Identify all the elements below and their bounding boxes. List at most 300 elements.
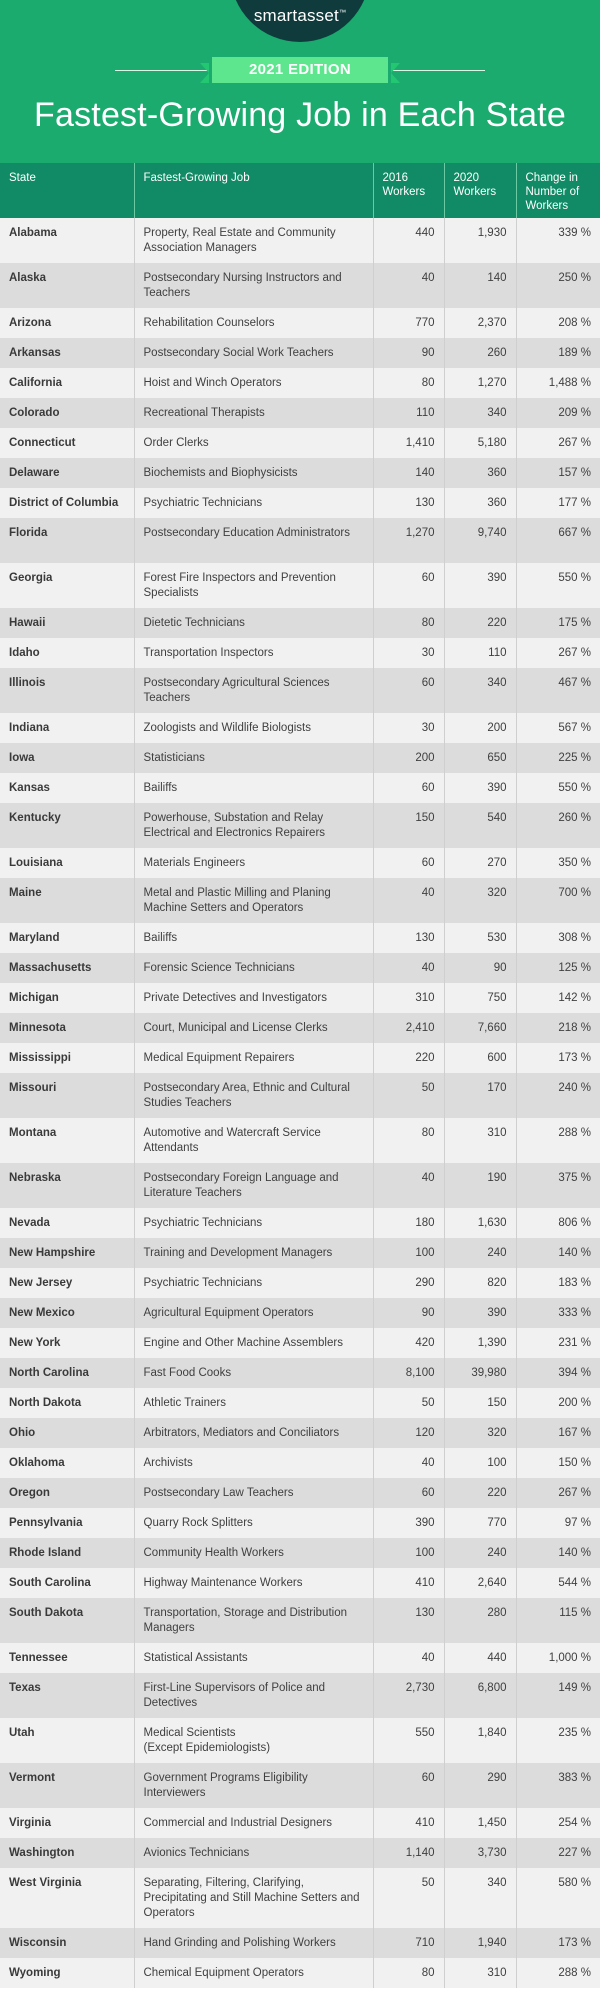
change-cell: 288 % [558, 1967, 591, 1979]
change-cell: 806 % [558, 1217, 591, 1229]
change-cell: 140 % [558, 1247, 591, 1259]
state-cell: North Dakota [0, 1388, 134, 1418]
change-cell: 231 % [558, 1337, 591, 1349]
job-cell: Psychiatric Technicians [134, 1208, 373, 1238]
divider [393, 70, 485, 71]
table-row [0, 458, 600, 488]
job-cell: Statistical Assistants [134, 1643, 373, 1673]
state-cell: Utah [0, 1718, 134, 1763]
table-row [0, 1118, 600, 1163]
workers-2020-cell: 340 [444, 398, 516, 428]
workers-2020-cell: 190 [444, 1163, 516, 1208]
table-row [0, 638, 600, 668]
state-cell: Maryland [0, 923, 134, 953]
logo-text: smartasset™ [253, 6, 347, 25]
table-row [0, 1163, 600, 1208]
workers-2020-cell: 220 [444, 608, 516, 638]
table-row [0, 1958, 600, 1988]
change-cell: 142 % [558, 992, 591, 1004]
change-cell: 375 % [558, 1172, 591, 1184]
change-cell: 550 % [558, 782, 591, 794]
job-cell: Bailiffs [134, 923, 373, 953]
change-cell: 580 % [558, 1877, 591, 1889]
change-cell: 218 % [558, 1022, 591, 1034]
workers-2016-cell: 40 [373, 263, 444, 308]
table-row [0, 338, 600, 368]
workers-2016-cell: 80 [373, 608, 444, 638]
change-cell: 175 % [558, 617, 591, 629]
state-cell: Nebraska [0, 1163, 134, 1208]
change-cell: 339 % [558, 227, 591, 239]
workers-2020-cell: 100 [444, 1448, 516, 1478]
change-cell: 125 % [558, 962, 591, 974]
state-cell: Kansas [0, 773, 134, 803]
edition-badge: 2021 EDITION [212, 57, 388, 83]
table-row [0, 1073, 600, 1118]
change-cell: 544 % [558, 1577, 591, 1589]
state-cell: Rhode Island [0, 1538, 134, 1568]
workers-2020-cell: 600 [444, 1043, 516, 1073]
job-cell: Dietetic Technicians [134, 608, 373, 638]
workers-2016-cell: 50 [373, 1388, 444, 1418]
change-cell: 97 % [564, 1517, 591, 1529]
job-cell: Community Health Workers [134, 1538, 373, 1568]
table-row [0, 1238, 600, 1268]
job-cell: Athletic Trainers [134, 1388, 373, 1418]
state-cell: Alabama [0, 218, 134, 263]
table-row [0, 1388, 600, 1418]
change-cell: 115 % [559, 1607, 591, 1619]
workers-2016-cell: 1,140 [373, 1838, 444, 1868]
state-cell: Mississippi [0, 1043, 134, 1073]
job-cell: Psychiatric Technicians [134, 488, 373, 518]
table-row [0, 1673, 600, 1718]
state-cell: Pennsylvania [0, 1508, 134, 1538]
table-row [0, 608, 600, 638]
state-cell: Louisiana [0, 848, 134, 878]
job-cell: Postsecondary Foreign Language and Literature Teachers [134, 1163, 373, 1208]
workers-2016-cell: 180 [373, 1208, 444, 1238]
table-row [0, 953, 600, 983]
workers-2020-cell: 1,270 [444, 368, 516, 398]
workers-2016-cell: 420 [373, 1328, 444, 1358]
workers-2016-cell: 120 [373, 1418, 444, 1448]
change-cell: 227 % [558, 1847, 591, 1859]
state-cell: Idaho [0, 638, 134, 668]
table-row [0, 1418, 600, 1448]
job-cell: Court, Municipal and License Clerks [134, 1013, 373, 1043]
table-row [0, 263, 600, 308]
workers-2016-cell: 440 [373, 218, 444, 263]
workers-2016-cell: 90 [373, 1298, 444, 1328]
workers-2016-cell: 310 [373, 983, 444, 1013]
workers-2020-cell: 140 [444, 263, 516, 308]
table-row [0, 398, 600, 428]
workers-2020-cell: 320 [444, 878, 516, 923]
job-cell: Chemical Equipment Operators [134, 1958, 373, 1988]
job-cell: Transportation Inspectors [134, 638, 373, 668]
change-cell: 700 % [558, 887, 591, 899]
column-header-2020-workers: 2020 Workers [444, 163, 516, 218]
workers-2016-cell: 140 [373, 458, 444, 488]
change-cell: 189 % [558, 347, 591, 359]
workers-2016-cell: 80 [373, 1958, 444, 1988]
table-row [0, 668, 600, 713]
change-cell: 200 % [558, 1397, 591, 1409]
workers-2016-cell: 50 [373, 1868, 444, 1928]
table-row [0, 848, 600, 878]
job-cell: Order Clerks [134, 428, 373, 458]
state-cell: Kentucky [0, 803, 134, 848]
workers-2020-cell: 3,730 [444, 1838, 516, 1868]
workers-2020-cell: 200 [444, 713, 516, 743]
table-row [0, 803, 600, 848]
change-cell: 1,000 % [548, 1652, 591, 1664]
table-row [0, 1598, 600, 1643]
table-row [0, 518, 600, 563]
workers-2016-cell: 100 [373, 1538, 444, 1568]
workers-2020-cell: 390 [444, 773, 516, 803]
state-cell: Massachusetts [0, 953, 134, 983]
table-row [0, 773, 600, 803]
workers-2016-cell: 710 [373, 1928, 444, 1958]
table-row [0, 1448, 600, 1478]
change-cell: 383 % [558, 1772, 591, 1784]
job-cell: Hoist and Winch Operators [134, 368, 373, 398]
workers-2020-cell: 1,450 [444, 1808, 516, 1838]
state-cell: Vermont [0, 1763, 134, 1808]
workers-2016-cell: 60 [373, 848, 444, 878]
change-cell: 157 % [558, 467, 591, 479]
workers-2020-cell: 290 [444, 1763, 516, 1808]
workers-2016-cell: 130 [373, 923, 444, 953]
workers-2020-cell: 260 [444, 338, 516, 368]
column-header-state: State [0, 163, 134, 218]
change-cell: 240 % [558, 1082, 591, 1094]
change-cell: 254 % [558, 1817, 591, 1829]
change-cell: 225 % [558, 752, 591, 764]
table-row [0, 983, 600, 1013]
jobs-table [0, 163, 600, 1988]
workers-2016-cell: 130 [373, 488, 444, 518]
table-row [0, 563, 600, 608]
state-cell: West Virginia [0, 1868, 134, 1928]
job-cell: Forest Fire Inspectors and Prevention Specialists [134, 563, 373, 608]
workers-2020-cell: 280 [444, 1598, 516, 1643]
table-row [0, 1268, 600, 1298]
change-cell: 1,488 % [548, 377, 591, 389]
workers-2016-cell: 60 [373, 773, 444, 803]
job-cell: Postsecondary Education Administrators [134, 518, 373, 563]
job-cell: Materials Engineers [134, 848, 373, 878]
logo[interactable] [230, 0, 370, 42]
job-cell: Engine and Other Machine Assemblers [134, 1328, 373, 1358]
job-cell: Postsecondary Area, Ethnic and Cultural Studies Teachers [134, 1073, 373, 1118]
workers-2020-cell: 340 [444, 668, 516, 713]
workers-2016-cell: 80 [373, 1118, 444, 1163]
state-cell: New Hampshire [0, 1238, 134, 1268]
workers-2020-cell: 360 [444, 488, 516, 518]
change-cell: 267 % [558, 437, 591, 449]
workers-2020-cell: 390 [444, 563, 516, 608]
table-row [0, 218, 600, 263]
workers-2016-cell: 40 [373, 953, 444, 983]
state-cell: New Mexico [0, 1298, 134, 1328]
change-cell: 308 % [558, 932, 591, 944]
workers-2016-cell: 60 [373, 563, 444, 608]
change-cell: 288 % [558, 1127, 591, 1139]
job-cell: Statisticians [134, 743, 373, 773]
workers-2016-cell: 220 [373, 1043, 444, 1073]
change-cell: 183 % [558, 1277, 591, 1289]
table-row [0, 1718, 600, 1763]
workers-2016-cell: 290 [373, 1268, 444, 1298]
job-cell: First-Line Supervisors of Police and Detectives [134, 1673, 373, 1718]
workers-2020-cell: 220 [444, 1478, 516, 1508]
column-header-change: Change in Number of Workers [525, 172, 580, 212]
job-cell: Agricultural Equipment Operators [134, 1298, 373, 1328]
state-cell: California [0, 368, 134, 398]
change-cell: 209 % [558, 407, 591, 419]
workers-2020-cell: 2,640 [444, 1568, 516, 1598]
job-cell: Powerhouse, Substation and Relay Electrical and Electronics Repairers [134, 803, 373, 848]
change-cell: 260 % [558, 812, 591, 824]
state-cell: Delaware [0, 458, 134, 488]
change-cell: 250 % [558, 272, 591, 284]
table-row [0, 1013, 600, 1043]
page-title: Fastest-Growing Job in Each State [34, 96, 566, 134]
job-cell: Postsecondary Agricultural Sciences Teachers [134, 668, 373, 713]
workers-2020-cell: 310 [444, 1958, 516, 1988]
state-cell: Florida [0, 518, 134, 563]
table-row [0, 1568, 600, 1598]
workers-2016-cell: 2,730 [373, 1673, 444, 1718]
workers-2016-cell: 2,410 [373, 1013, 444, 1043]
change-cell: 350 % [558, 857, 591, 869]
workers-2020-cell: 2,370 [444, 308, 516, 338]
workers-2020-cell: 360 [444, 458, 516, 488]
table-row [0, 878, 600, 923]
state-cell: Arizona [0, 308, 134, 338]
workers-2016-cell: 30 [373, 638, 444, 668]
job-cell: Psychiatric Technicians [134, 1268, 373, 1298]
change-cell: 467 % [558, 677, 591, 689]
state-cell: South Carolina [0, 1568, 134, 1598]
state-cell: Michigan [0, 983, 134, 1013]
workers-2016-cell: 100 [373, 1238, 444, 1268]
table-row [0, 488, 600, 518]
workers-2020-cell: 5,180 [444, 428, 516, 458]
change-cell: 149 % [558, 1682, 591, 1694]
workers-2020-cell: 1,630 [444, 1208, 516, 1238]
workers-2020-cell: 530 [444, 923, 516, 953]
page-header [0, 0, 600, 163]
workers-2020-cell: 240 [444, 1238, 516, 1268]
workers-2020-cell: 240 [444, 1538, 516, 1568]
table-row [0, 743, 600, 773]
change-cell: 150 % [558, 1457, 591, 1469]
workers-2020-cell: 1,840 [444, 1718, 516, 1763]
table-row [0, 1358, 600, 1388]
table-row [0, 368, 600, 398]
workers-2016-cell: 1,410 [373, 428, 444, 458]
state-cell: Missouri [0, 1073, 134, 1118]
column-header-job: Fastest-Growing Job [134, 163, 373, 218]
workers-2016-cell: 150 [373, 803, 444, 848]
state-cell: Alaska [0, 263, 134, 308]
state-cell: Montana [0, 1118, 134, 1163]
workers-2020-cell: 1,390 [444, 1328, 516, 1358]
workers-2016-cell: 390 [373, 1508, 444, 1538]
job-cell: Postsecondary Law Teachers [134, 1478, 373, 1508]
workers-2016-cell: 550 [373, 1718, 444, 1763]
workers-2020-cell: 320 [444, 1418, 516, 1448]
job-cell: Fast Food Cooks [134, 1358, 373, 1388]
table-row [0, 1208, 600, 1238]
state-cell: New York [0, 1328, 134, 1358]
job-cell: Forensic Science Technicians [134, 953, 373, 983]
state-cell: Arkansas [0, 338, 134, 368]
state-cell: Colorado [0, 398, 134, 428]
workers-2020-cell: 310 [444, 1118, 516, 1163]
ribbon-left-icon [200, 63, 209, 83]
column-header-2016-workers: 2016 Workers [373, 163, 444, 218]
change-cell: 173 % [558, 1052, 591, 1064]
workers-2020-cell: 90 [444, 953, 516, 983]
job-cell: Avionics Technicians [134, 1838, 373, 1868]
job-cell: Hand Grinding and Polishing Workers [134, 1928, 373, 1958]
table-header-row [0, 163, 600, 218]
workers-2020-cell: 1,940 [444, 1928, 516, 1958]
job-cell: Bailiffs [134, 773, 373, 803]
table-row [0, 1763, 600, 1808]
state-cell: Iowa [0, 743, 134, 773]
workers-2020-cell: 7,660 [444, 1013, 516, 1043]
workers-2016-cell: 200 [373, 743, 444, 773]
job-cell: Medical Equipment Repairers [134, 1043, 373, 1073]
table-body [0, 218, 600, 1988]
table-row [0, 923, 600, 953]
state-cell: Ohio [0, 1418, 134, 1448]
ribbon-right-icon [391, 63, 400, 83]
job-cell: Medical Scientists (Except Epidemiologists) [134, 1718, 373, 1763]
workers-2020-cell: 110 [444, 638, 516, 668]
workers-2020-cell: 390 [444, 1298, 516, 1328]
workers-2016-cell: 110 [373, 398, 444, 428]
change-cell: 333 % [558, 1307, 591, 1319]
job-cell: Postsecondary Social Work Teachers [134, 338, 373, 368]
table-row [0, 1298, 600, 1328]
table-row [0, 308, 600, 338]
workers-2016-cell: 40 [373, 1643, 444, 1673]
workers-2020-cell: 39,980 [444, 1358, 516, 1388]
change-cell: 177 % [558, 497, 591, 509]
workers-2020-cell: 820 [444, 1268, 516, 1298]
change-cell: 235 % [558, 1727, 591, 1739]
workers-2016-cell: 60 [373, 1763, 444, 1808]
table-row [0, 1868, 600, 1928]
table-row [0, 1508, 600, 1538]
workers-2016-cell: 410 [373, 1808, 444, 1838]
table-row [0, 1643, 600, 1673]
job-cell: Quarry Rock Splitters [134, 1508, 373, 1538]
state-cell: Oregon [0, 1478, 134, 1508]
workers-2020-cell: 270 [444, 848, 516, 878]
change-cell: 167 % [558, 1427, 591, 1439]
change-cell: 173 % [558, 1937, 591, 1949]
state-cell: Indiana [0, 713, 134, 743]
workers-2020-cell: 170 [444, 1073, 516, 1118]
state-cell: District of Columbia [0, 488, 134, 518]
table-row [0, 1043, 600, 1073]
workers-2016-cell: 30 [373, 713, 444, 743]
workers-2020-cell: 6,800 [444, 1673, 516, 1718]
divider [115, 70, 207, 71]
job-cell: Automotive and Watercraft Service Attendants [134, 1118, 373, 1163]
job-cell: Arbitrators, Mediators and Conciliators [134, 1418, 373, 1448]
state-cell: New Jersey [0, 1268, 134, 1298]
job-cell: Recreational Therapists [134, 398, 373, 428]
workers-2020-cell: 770 [444, 1508, 516, 1538]
change-cell: 267 % [558, 1487, 591, 1499]
state-cell: Virginia [0, 1808, 134, 1838]
table-row [0, 1328, 600, 1358]
trademark-mark: ™ [338, 9, 347, 17]
state-cell: Wyoming [0, 1958, 134, 1988]
table-row [0, 1808, 600, 1838]
job-cell: Archivists [134, 1448, 373, 1478]
job-cell: Separating, Filtering, Clarifying, Precipitating and Still Machine Setters and Operators [134, 1868, 373, 1928]
workers-2016-cell: 60 [373, 1478, 444, 1508]
job-cell: Commercial and Industrial Designers [134, 1808, 373, 1838]
table-row [0, 1538, 600, 1568]
state-cell: North Carolina [0, 1358, 134, 1388]
state-cell: Washington [0, 1838, 134, 1868]
state-cell: Maine [0, 878, 134, 923]
change-cell: 208 % [558, 317, 591, 329]
job-cell: Property, Real Estate and Community Association Managers [134, 218, 373, 263]
table-row [0, 713, 600, 743]
change-cell: 394 % [558, 1367, 591, 1379]
change-cell: 567 % [558, 722, 591, 734]
workers-2020-cell: 750 [444, 983, 516, 1013]
state-cell: Hawaii [0, 608, 134, 638]
table-row [0, 1838, 600, 1868]
workers-2016-cell: 8,100 [373, 1358, 444, 1388]
workers-2016-cell: 130 [373, 1598, 444, 1643]
job-cell: Postsecondary Nursing Instructors and Teachers [134, 263, 373, 308]
job-cell: Government Programs Eligibility Interviewers [134, 1763, 373, 1808]
job-cell: Metal and Plastic Milling and Planing Machine Setters and Operators [134, 878, 373, 923]
workers-2020-cell: 150 [444, 1388, 516, 1418]
state-cell: Connecticut [0, 428, 134, 458]
edition-banner [0, 57, 600, 83]
state-cell: South Dakota [0, 1598, 134, 1643]
workers-2020-cell: 650 [444, 743, 516, 773]
state-cell: Wisconsin [0, 1928, 134, 1958]
workers-2016-cell: 770 [373, 308, 444, 338]
workers-2020-cell: 540 [444, 803, 516, 848]
table-row [0, 428, 600, 458]
workers-2016-cell: 1,270 [373, 518, 444, 563]
state-cell: Georgia [0, 563, 134, 608]
workers-2020-cell: 9,740 [444, 518, 516, 563]
table-row [0, 1928, 600, 1958]
job-cell: Rehabilitation Counselors [134, 308, 373, 338]
change-cell: 140 % [558, 1547, 591, 1559]
change-cell: 267 % [558, 647, 591, 659]
job-cell: Training and Development Managers [134, 1238, 373, 1268]
